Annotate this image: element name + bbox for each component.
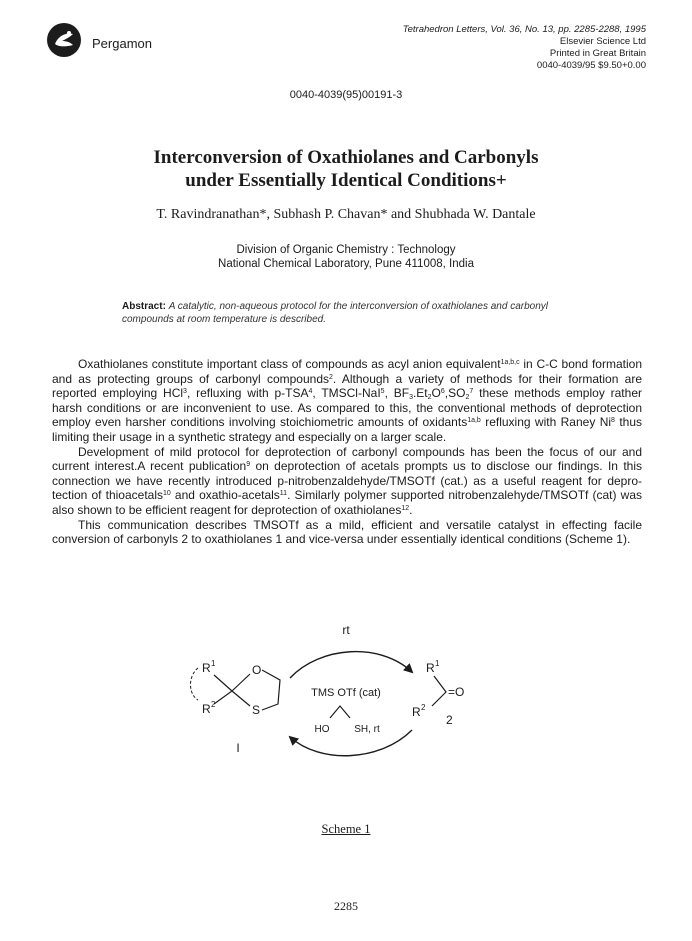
- top-arrow-label: rt: [342, 623, 350, 637]
- reference-superscript: 12: [401, 504, 410, 512]
- reference-superscript: 3: [183, 388, 187, 396]
- title-line-1: Interconversion of Oxathiolanes and Carbonyls: [153, 147, 539, 168]
- title-line-2: under Essentially Identical Conditions+: [185, 170, 507, 191]
- text-run: .Et: [412, 386, 428, 401]
- abstract-text: A catalytic, non-aqueous protocol for the interconversion of oxathiolanes and carbonyl compounds at room temperature is described.: [122, 301, 548, 325]
- scheme-caption: [0, 822, 692, 837]
- text-run: and oxathio-acetals: [170, 488, 280, 503]
- hydroxy-label: HO: [314, 724, 330, 735]
- right-r2-index: 2: [421, 703, 426, 712]
- left-r-label-2: R: [202, 702, 211, 716]
- paragraph-1: [52, 357, 642, 445]
- reference-superscript: 1a,b: [467, 417, 481, 425]
- reference-superscript: 7: [469, 388, 474, 396]
- text-run: O: [431, 386, 441, 401]
- chemical-subscript: 2: [465, 394, 470, 402]
- ring-backbone: [262, 670, 280, 710]
- page-number: 2285: [334, 899, 358, 913]
- forward-arrow: [290, 652, 412, 678]
- reference-superscript: 2: [329, 373, 333, 381]
- text-run: This communication describes TMSOTf as a mild, efficient and versatile catalyst in effecting facile conversion of carbonyls 2 to oxathiolanes 1 and vice-versa under essentially identical conditions (Scheme 1).: [52, 517, 642, 547]
- catalyst-label: TMS OTf (cat): [311, 687, 381, 699]
- text-run: Development of mild protocol for deprotection of carbonyl compounds has been the focus of our and current interest.A recent publication: [52, 444, 642, 474]
- text-run: . Although a variety of methods for their formation are reported employing HCl: [52, 371, 642, 401]
- affiliation-line-2: National Chemical Laboratory, Pune 411008, India: [218, 258, 474, 270]
- reference-superscript: 1a,b,c: [500, 359, 520, 366]
- journal-citation: Tetrahedron Letters, Vol. 36, No. 13, pp. 2285-2288, 1995: [402, 24, 646, 35]
- reaction-scheme: [150, 612, 540, 792]
- journal-price-line: 0040-4039/95 $9.50+0.00: [536, 60, 646, 71]
- text-run: .: [409, 502, 413, 517]
- right-r-label: R: [426, 661, 435, 675]
- ring-sulfur-label: S: [252, 703, 261, 717]
- paper-title: [0, 146, 692, 192]
- reagent-label: SH, rt: [354, 724, 380, 735]
- reference-superscript: 5: [380, 388, 385, 396]
- reference-superscript: 8: [611, 417, 615, 425]
- author-list: T. Ravindranathan*, Subhash P. Chavan* and Shubhada W. Dantale: [156, 207, 536, 222]
- left-r2-index: 2: [211, 700, 216, 709]
- text-run: on deprotection of acetals prompts us to disclose our findings. In this connection we have recently introduced p-nitrobenzaldehyde/TMSOTf (cat.) as a useful reagent for depro-tection of thioacetals: [52, 459, 642, 503]
- text-run: , refluxing with p-TSA: [186, 386, 309, 401]
- text-run: these methods employ rather harsh conditions or are inconvenient to use. As compared to this, the conventional methods of deprotection employ even harsher conditions involving stoichiometric amounts of oxidants: [52, 386, 642, 430]
- chemical-subscript: 3: [409, 394, 413, 402]
- ring-dash-icon: [191, 668, 199, 700]
- text-run: in C-C bond formation and as protecting groups of carbonyl compounds: [52, 357, 642, 386]
- publisher-name: Pergamon: [92, 36, 152, 51]
- compound-2-number: 2: [446, 713, 453, 727]
- left-r-label: R: [202, 661, 211, 675]
- chemical-subscript: 2: [427, 394, 432, 402]
- pergamon-logo-icon: [46, 22, 82, 58]
- journal-printed-line: Printed in Great Britain: [549, 48, 646, 59]
- scheme-caption-text: Scheme 1: [321, 822, 371, 836]
- affiliation: [0, 243, 692, 271]
- right-r1-index: 1: [435, 659, 440, 668]
- affiliation-line-1: Division of Organic Chemistry : Technology: [236, 244, 456, 256]
- text-run: , BF: [384, 386, 410, 401]
- reference-superscript: 4: [308, 388, 313, 396]
- text-run: . Similarly polymer supported nitrobenzalehyde/TMSOTf (cat) was also shown to be efficient reagent for deprotection of oxathiolanes: [52, 488, 642, 517]
- compound-1-number: I: [236, 741, 240, 755]
- carbonyl-carbon-bonds: [432, 676, 446, 706]
- right-r-label-2: R: [412, 705, 421, 719]
- body-text: [52, 357, 642, 547]
- journal-publisher-line: Elsevier Science Ltd: [559, 36, 646, 47]
- abstract-label: Abstract:: [122, 301, 166, 312]
- reverse-arrow: [290, 730, 412, 756]
- ring-bonds: [232, 674, 250, 706]
- paragraph-3: [52, 518, 642, 547]
- abstract: [122, 300, 582, 326]
- doi-code: 0040-4039(95)00191-3: [289, 89, 403, 101]
- journal-info: [316, 24, 646, 72]
- ring-oxygen-label: O: [252, 663, 262, 677]
- quaternary-carbon-bonds: [214, 675, 232, 704]
- text-run: Oxathiolanes constitute important class of compounds as acyl anion equivalent: [78, 357, 501, 371]
- reference-superscript: 9: [246, 461, 251, 469]
- paragraph-2: [52, 445, 642, 518]
- reference-superscript: 10: [163, 490, 171, 498]
- carbonyl-oxygen-label: =O: [448, 685, 465, 699]
- text-run: , TMSCl-NaI: [312, 386, 381, 401]
- text-run: ,SO: [444, 386, 466, 401]
- ethanethiol-bond-icon: [330, 706, 350, 718]
- text-run: thus limiting their usage in a synthetic strategy and especially on a larger scale.: [52, 415, 643, 444]
- left-r1-index: 1: [211, 659, 216, 668]
- reference-superscript: 11: [279, 490, 288, 498]
- text-run: refluxing with Raney Ni: [480, 415, 612, 430]
- reference-superscript: 6: [440, 388, 445, 396]
